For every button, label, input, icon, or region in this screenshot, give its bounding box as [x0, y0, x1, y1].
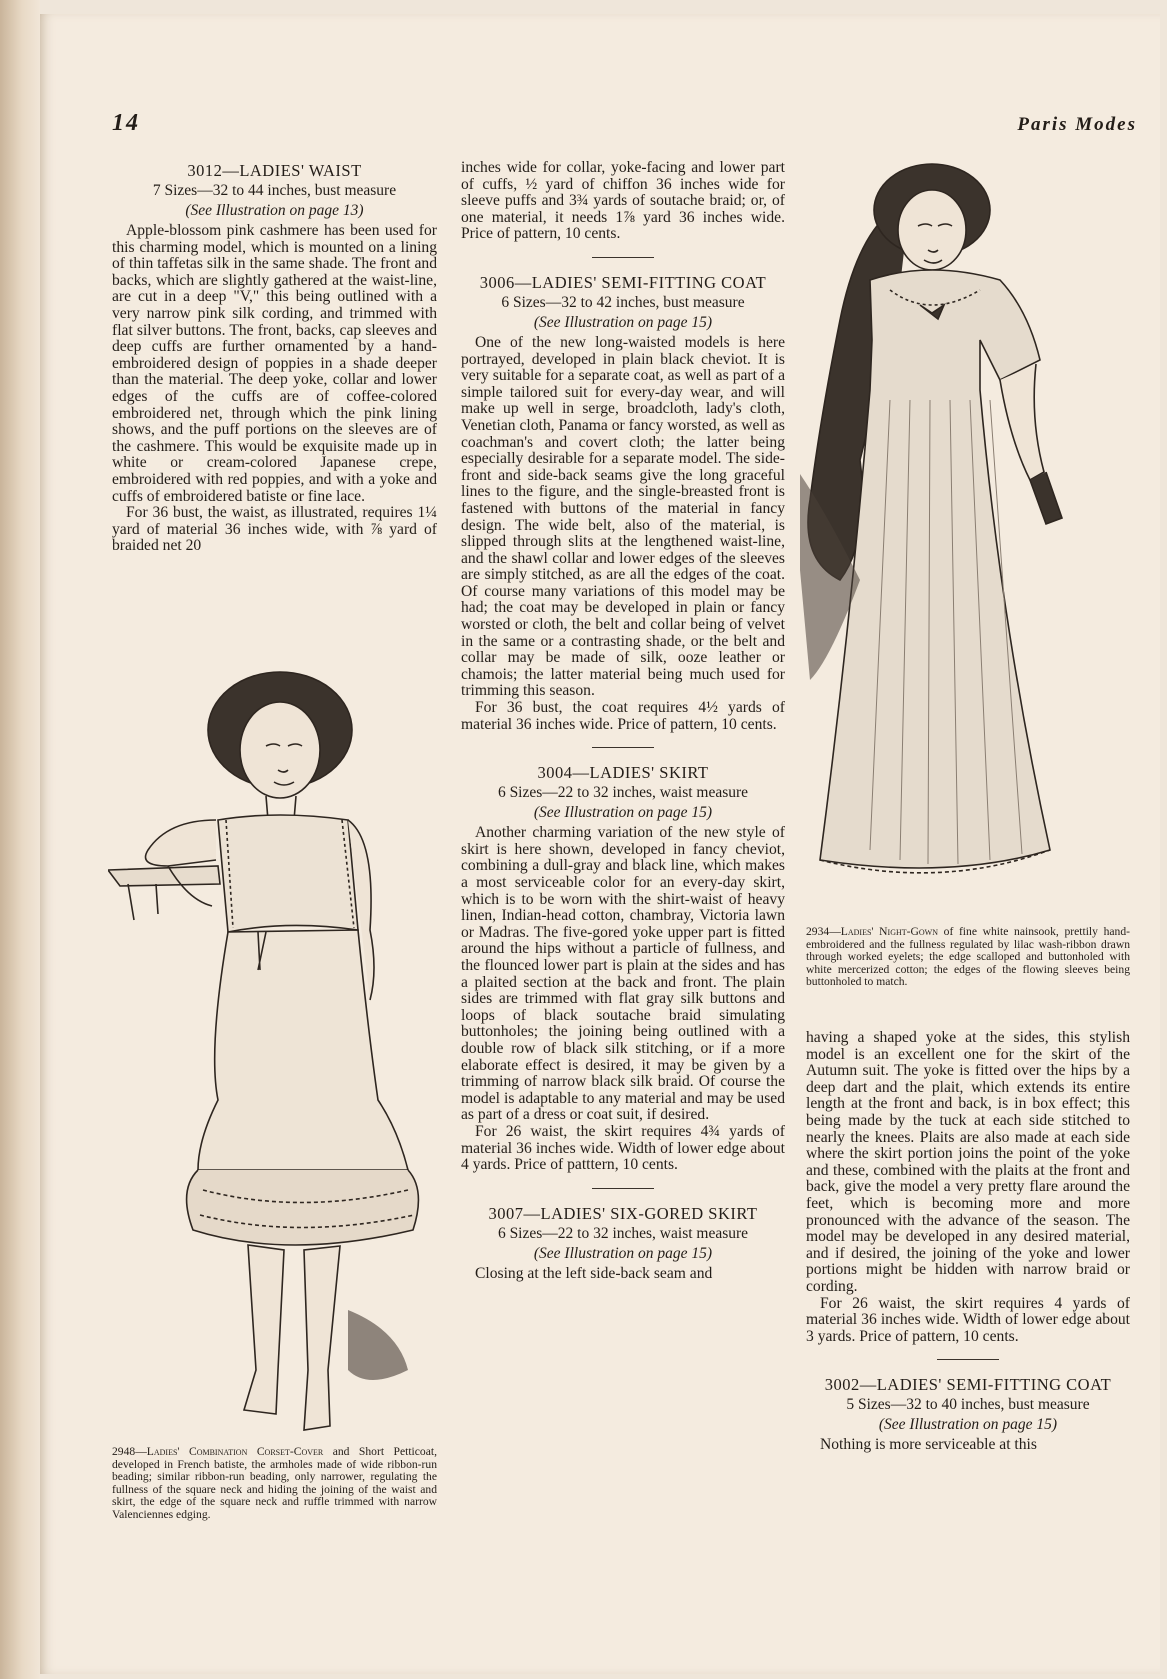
section-divider — [592, 257, 654, 258]
caption-label: 2934—Ladies' Night-Gown — [806, 925, 938, 938]
caption-text: of fine white nainsook, prettily hand-embroidered and the fullness regulated by lilac wash-ribbon drawn through worked eyelets; the edge scalloped and buttonholed with white mercerized cotton; the edges of the flowing sleeves being buttonholed to match. — [806, 925, 1130, 989]
illustration-reference: (See Illustration on page 15) — [533, 313, 713, 331]
section-heading-3006: 3006—LADIES' SEMI-FITTING COAT — [479, 272, 767, 292]
size-range: 6 Sizes—32 to 42 inches, bust measure — [501, 293, 745, 311]
section-divider — [592, 1188, 654, 1189]
continued-paragraph: inches wide for collar, yoke-facing and lower part of cuffs, ½ yard of chiffon 36 inches wide for sleeve puffs and 3¾ yards of soutache braid; or, of one material, it needs 1⅞ yard 36 inches wide. Price of pattern, 10 cents. — [461, 159, 785, 243]
caption-label: 2948—Ladies' Combination Corset-Cover — [112, 1445, 324, 1458]
illustration-reference: (See Illustration on page 15) — [533, 804, 713, 822]
size-range: 5 Sizes—32 to 40 inches, bust measure — [846, 1396, 1090, 1414]
section-divider — [592, 747, 654, 748]
body-paragraph: For 26 waist, the skirt requires 4 yards of material 36 inches wide. Width of lower edge about 3 yards. Price of pattern, 10 cents. — [806, 1294, 1130, 1345]
section-divider — [937, 1359, 999, 1360]
column-2-text — [461, 160, 785, 1282]
body-paragraph: Nothing is more serviceable at this — [820, 1436, 1037, 1454]
size-range: 6 Sizes—22 to 32 inches, waist measure — [497, 1224, 749, 1242]
size-range: 7 Sizes—32 to 44 inches, bust measure — [152, 182, 397, 199]
figure-caption-2934 — [806, 926, 1130, 989]
page-number: 14 — [112, 110, 140, 136]
book-gutter — [0, 0, 40, 1679]
body-paragraph: Closing at the left side-back seam and — [475, 1264, 713, 1282]
section-heading-3004: 3004—LADIES' SKIRT — [537, 763, 709, 783]
illustration-reference: (See Illustration on page 15) — [533, 1244, 713, 1262]
body-paragraph: Another charming variation of the new style of skirt is here shown, developed in fancy cheviot, combining a dull-gray and black line, which makes a most serviceable color for an every-day skirt, which is to be worn with the shirt-waist of heavy linen, Indian-head cotton, chambray, Victoria lawn or Madras. The five-gored yoke upper part is fitted around the hips without a particle of fullness, and the flounced lower part is plain at the sides and has a plaited section at the back and front. The plain sides are trimmed with flat gray silk buttons and loops of black soutache braid simulating buttonholes; the joining being outlined with a double row of black silk stitching, or if a more elaborate effect is desired, it may be given by a trimming of narrow black silk braid. Of course the model is adaptable to any material and may be used as part of a dress or coat suit, if desired. — [461, 824, 785, 1124]
section-heading-3007: 3007—LADIES' SIX-GORED SKIRT — [488, 1203, 758, 1223]
body-paragraph: One of the new long-waisted models is here portrayed, developed in plain black cheviot. It is very suitable for a separate coat, as well as part of a simple tailored suit for every-day wear, and will make up well in serge, broadcloth, lady's cloth, Venetian cloth, Panama or fancy worsted, as well as coachman's and covert cloth; the latter being especially desirable for a separate model. The side-front and side-back seams give the long graceful lines to the figure, and the single-breasted front is fastened with buttons of the material in fancy design. The wide belt, also of the material, is slipped through slits at the lengthened waist-line, and the shawl collar and lower edges of the sleeves are simply stitched, as are all the edges of the coat. Of course many variations of this model may be had; the coat may be developed in plain or fancy worsted or cloth, the belt and collar being of velvet in the same or a contrasting shade, or the belt and collar may be made of silk, ooze leather or chamois; the latter material being much used for trimming this season. — [461, 333, 785, 700]
continued-paragraph: having a shaped yoke at the sides, this stylish model is an excellent one for the skirt of the Autumn suit. The yoke is fitted over the hips by a deep dart and the plait, which extends its entire length at the front and back, is in box effect; this being made by the tuck at each side stitched to nearly the knees. Plaits are also made at each side where the skirt portion joins the point of the yoke and these, combined with the plaits at the front and back, give the model a very pretty flare around the feet, which is becoming more and more pronounced with the advance of the season. The model may be developed in any desired material, and if desired, the joining of the yoke and lower portions might be hidden with narrow braid or cording. — [806, 1029, 1130, 1295]
corset-cover-petticoat-illustration — [108, 670, 448, 1440]
size-range: 6 Sizes—22 to 32 inches, waist measure — [497, 784, 749, 802]
body-paragraph: For 26 waist, the skirt requires 4¾ yards of material 36 inches wide. Width of lower edge about 4 yards. Price of patttern, 10 cents. — [461, 1122, 785, 1174]
illustration-reference: (See Illustration on page 15) — [878, 1416, 1058, 1434]
caption-text: and Short Petticoat, developed in French batiste, the armholes made of wide ribbon-run beading; similar ribbon-run beading, only narrower, regulating the fullness of the square neck and hiding the joining of the waist and skirt, the edge of the square neck and ruffle trimmed with narrow Valenciennes edging. — [112, 1445, 437, 1521]
body-paragraph: Apple-blossom pink cashmere has been used for this charming model, which is mounted on a lining of thin taffetas silk in the same shade. The front and backs, which are slightly gathered at the waist-line, are cut in a deep "V," this being outlined with a very narrow pink silk cording, and trimmed with flat silver buttons. The front, backs, cap sleeves and deep cuffs are further ornamented by a hand-embroidered design of poppies in a shade deeper than the material. The deep yoke, collar and lower edges of the cuffs are of coffee-colored embroidered net, through which the pink lining shows, and the puff portions on the sleeves are of the cashmere. This would be exquisite made up in white or cream-colored Japanese crepe, embroidered with red poppies, and with a yoke and cuffs of embroidered batiste or fine lace. — [112, 222, 437, 505]
column-3-text — [806, 1030, 1130, 1454]
body-paragraph: For 36 bust, the waist, as illustrated, requires 1¼ yard of material 36 inches wide, with ⅞ yard of braided net 20 — [112, 504, 437, 555]
running-title: Paris Modes — [1017, 114, 1137, 135]
column-1-text — [112, 160, 437, 555]
section-heading-3002: 3002—LADIES' SEMI-FITTING COAT — [824, 1375, 1112, 1395]
section-heading-3012: 3012—LADIES' WAIST — [187, 161, 362, 180]
night-gown-illustration — [800, 160, 1140, 920]
illustration-reference: (See Illustration on page 13) — [185, 202, 364, 219]
body-paragraph: For 36 bust, the coat requires 4½ yards of material 36 inches wide. Price of pattern, 10 cents. — [461, 699, 785, 733]
figure-caption-2948 — [112, 1446, 437, 1522]
